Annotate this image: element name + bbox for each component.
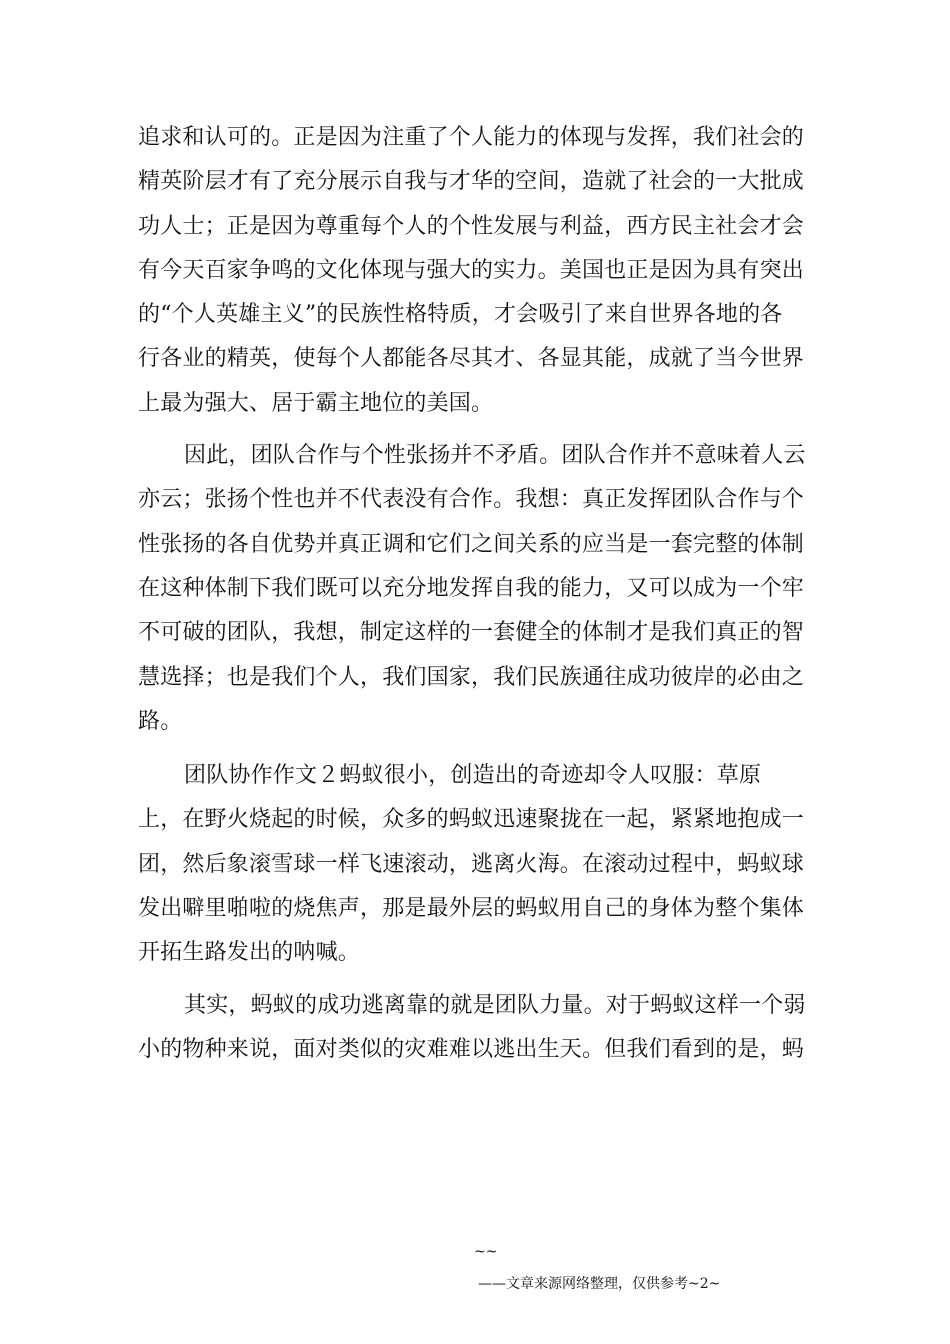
text-line: 有今天百家争鸣的文化体现与强大的实力。美国也正是因为具有突出 [138,257,805,283]
text-line: 功人士；正是因为尊重每个人的个性发展与利益，西方民主社会才会 [138,213,805,239]
text-line: 路。 [138,708,183,734]
text-line: 开拓生路发出的呐喊。 [138,940,361,966]
text-line: 精英阶层才有了充分展示自我与才华的空间，造就了社会的一大批成 [138,169,805,195]
text-line: 亦云；张扬个性也并不代表没有合作。我想：真正发挥团队合作与个 [138,487,805,513]
text-line: 上，在野火烧起的时候，众多的蚂蚁迅速聚拢在一起，紧紧地抱成一 [138,807,805,833]
text-line: 团，然后象滚雪球一样飞速滚动，逃离火海。在滚动过程中，蚂蚁球 [138,851,805,877]
text-line: 发出噼里啪啦的烧焦声，那是最外层的蚂蚁用自己的身体为整个集体 [138,896,805,922]
text-line: 行各业的精英，使每个人都能各尽其才、各显其能，成就了当今世界 [138,346,805,372]
text-line: 小的物种来说，面对类似的灾难难以逃出生天。但我们看到的是，蚂 [138,1036,805,1062]
document-body [138,116,828,1072]
paragraph-start-line: 因此，团队合作与个性张扬并不矛盾。团队合作并不意味着人云 [184,443,806,469]
text-line: 上最为强大、居于霸主地位的美国。 [138,390,494,416]
footer-tilde: ~~ [474,1244,498,1260]
text-line: 性张扬的各自优势并真正调和它们之间关系的应当是一套完整的体制 [138,531,805,557]
text-line: 的“个人英雄主义”的民族性格特质，才会吸引了来自世界各地的各 [138,302,783,328]
paragraph-start-line: 团队协作作文２蚂蚁很小，创造出的奇迹却令人叹服：草原 [184,763,762,789]
text-line: 慧选择；也是我们个人，我们国家，我们民族通往成功彼岸的必由之 [138,664,805,690]
paragraph-start-line: 其实，蚂蚁的成功逃离靠的就是团队力量。对于蚂蚁这样一个弱 [184,992,806,1018]
text-line: 在这种体制下我们既可以充分地发挥自我的能力，又可以成为一个牢 [138,575,805,601]
text-line: 不可破的团队，我想，制定这样的一套健全的体制才是我们真正的智 [138,620,805,646]
footer-source-note: ——文章来源网络整理，仅供参考~2~ [478,1276,721,1292]
text-line: 追求和认可的。正是因为注重了个人能力的体现与发挥，我们社会的 [138,125,805,150]
